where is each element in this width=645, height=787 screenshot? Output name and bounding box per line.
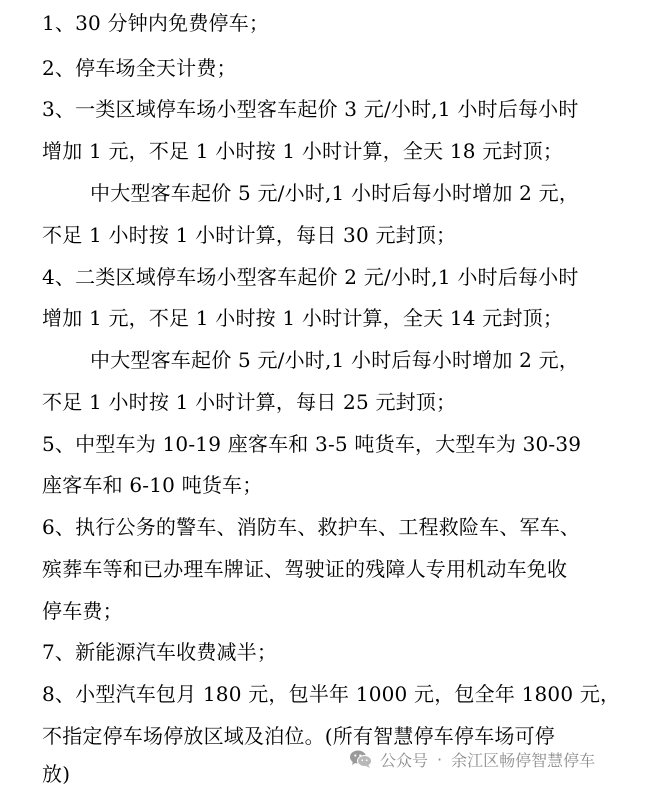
- rule-8-line-3: 放): [42, 762, 71, 786]
- wechat-watermark: [349, 746, 595, 772]
- wechat-icon: [349, 749, 373, 769]
- rule-3-line-3: 中大型客车起价 5 元/小时,1 小时后每小时增加 2 元，: [90, 181, 580, 205]
- rule-4-line-3: 中大型客车起价 5 元/小时,1 小时后每小时增加 2 元，: [90, 348, 580, 372]
- rule-1-line: 1、30 分钟内免费停车；: [42, 11, 270, 35]
- rule-3-line-4: 不足 1 小时按 1 小时计算，每日 30 元封顶；: [42, 223, 457, 247]
- rule-6-line-2: 殡葬车等和已办理车牌证、驾驶证的残障人专用机动车免收: [42, 557, 568, 581]
- rule-5-line-1: 5、中型车为 10-19 座客车和 3-5 吨货车，大型车为 30-39: [42, 432, 582, 456]
- rule-4-line-1: 4、二类区域停车场小型客车起价 2 元/小时,1 小时后每小时: [42, 265, 579, 289]
- rule-8-line-2: 不指定停车场停放区域及泊位。(所有智慧停车停车场可停: [42, 724, 556, 748]
- rule-2-line: 2、停车场全天计费；: [42, 56, 237, 80]
- rule-4-line-4: 不足 1 小时按 1 小时计算，每日 25 元封顶；: [42, 390, 457, 414]
- rule-7-line: 7、新能源汽车收费减半；: [42, 640, 278, 664]
- watermark-separator: ·: [437, 749, 443, 769]
- rule-3-line-2: 增加 1 元，不足 1 小时按 1 小时计算，全天 18 元封顶；: [42, 139, 564, 163]
- rule-3-line-1: 3、一类区域停车场小型客车起价 3 元/小时,1 小时后每小时: [42, 97, 579, 121]
- rule-6-line-1: 6、执行公务的警车、消防车、救护车、工程救险车、军车、: [42, 515, 581, 539]
- rule-5-line-2: 座客车和 6-10 吨货车；: [42, 473, 263, 497]
- rule-8-line-1: 8、小型汽车包月 180 元，包半年 1000 元，包全年 1800 元，: [42, 682, 621, 706]
- rule-4-line-2: 增加 1 元，不足 1 小时按 1 小时计算，全天 14 元封顶；: [42, 306, 564, 330]
- watermark-account-name: 余江区畅停智慧停车: [451, 750, 596, 770]
- rule-6-line-3: 停车费；: [42, 599, 123, 623]
- watermark-label: 公众号: [380, 750, 429, 770]
